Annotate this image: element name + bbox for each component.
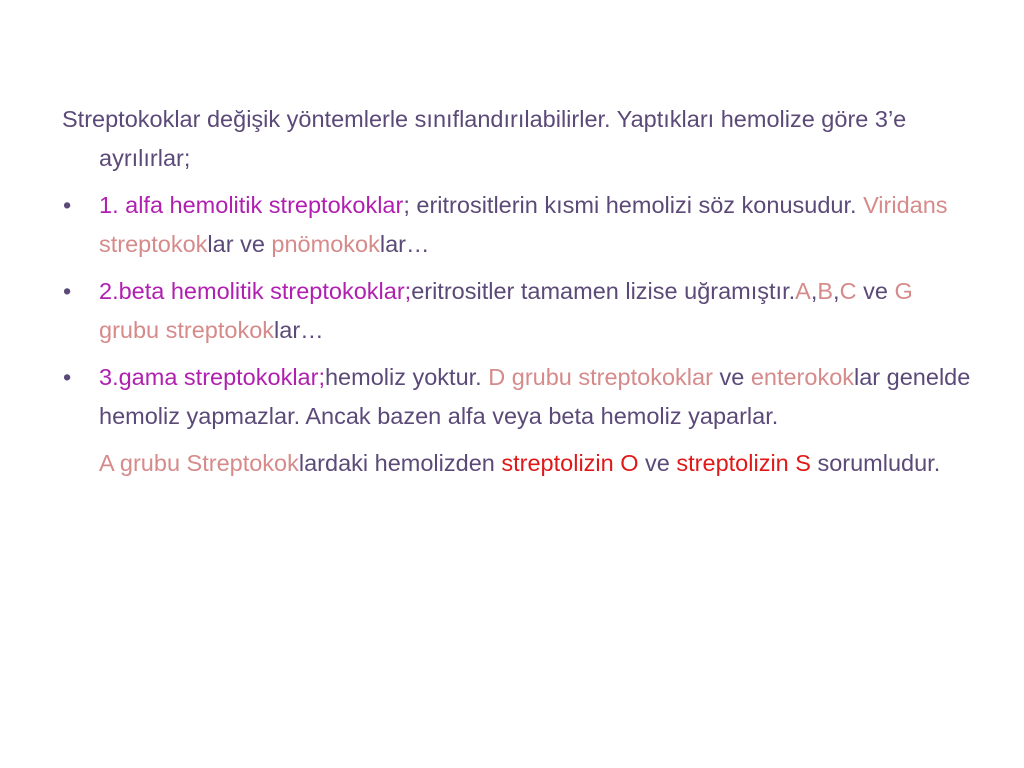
item-text: ; eritrositlerin kısmi hemolizi söz konusudur. — [403, 192, 864, 218]
note-text: lardaki hemolizden — [298, 450, 502, 476]
item-text: , — [810, 278, 818, 304]
note-text: sorumludur. — [810, 450, 941, 476]
note-text: ve — [638, 450, 677, 476]
highlight-term: C — [839, 278, 857, 304]
red-term: streptolizin O — [501, 450, 639, 476]
highlight-term: pnömokok — [271, 231, 380, 257]
item-title: 2.beta hemolitik streptokoklar; — [99, 278, 412, 304]
item-text: eritrositler tamamen lizise uğramıştır. — [411, 278, 796, 304]
item-title: 1. alfa hemolitik streptokoklar — [99, 192, 404, 218]
highlight-term: A — [795, 278, 811, 304]
highlight-term: G grubu streptokok — [99, 278, 913, 343]
highlight-term: A grubu Streptokok — [99, 450, 299, 476]
bullet-icon: • — [63, 364, 72, 390]
bullet-icon: • — [63, 278, 72, 304]
item-text: ve — [712, 364, 751, 390]
highlight-term: enterokok — [750, 364, 855, 390]
list-item-alfa — [62, 186, 972, 264]
item-text: lar ve — [207, 231, 272, 257]
item-text: hemoliz yoktur. — [324, 364, 489, 390]
highlight-term: D grubu streptokoklar — [488, 364, 713, 390]
red-term: streptolizin S — [676, 450, 811, 476]
item-text: lar… — [379, 231, 430, 257]
list-item-beta — [62, 272, 972, 350]
bullet-icon: • — [63, 192, 72, 218]
highlight-term: Viridans streptokok — [99, 192, 948, 257]
note-paragraph — [62, 444, 972, 483]
item-title: 3.gama streptokoklar; — [99, 364, 325, 390]
slide-content — [62, 100, 972, 483]
intro-text: Streptokoklar değişik yöntemlerle sınıflandırılabilirler. Yaptıkları hemolize göre 3’e ayrılırlar; — [62, 106, 907, 171]
list-item-gama — [62, 358, 972, 436]
item-text: ve — [856, 278, 895, 304]
highlight-term: B — [817, 278, 834, 304]
item-text: lar… — [274, 317, 324, 343]
item-text: , — [833, 278, 840, 304]
item-text: lar genelde hemoliz yapmazlar. Ancak bazen alfa veya beta hemoliz yaparlar. — [99, 364, 971, 429]
intro-paragraph — [62, 100, 972, 178]
